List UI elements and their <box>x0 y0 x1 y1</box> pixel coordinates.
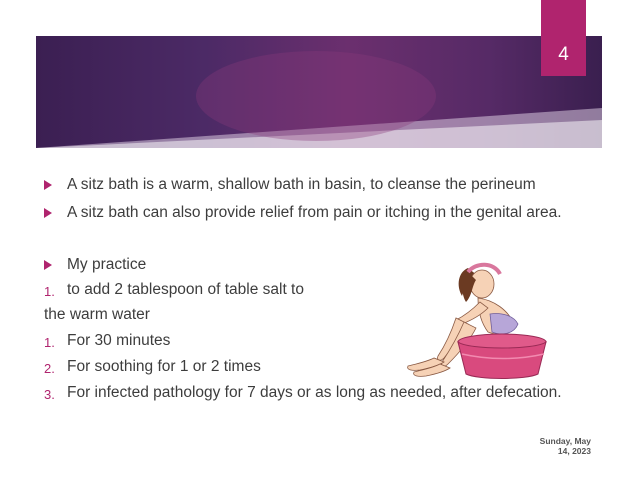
item-text: to add 2 tablespoon of table salt to <box>67 281 304 298</box>
item-number: 1. <box>44 284 55 299</box>
banner-decoration <box>36 36 602 148</box>
page-number: 4 <box>558 44 569 65</box>
continuation-text: the warm water <box>44 306 150 323</box>
item-number: 2. <box>44 361 55 376</box>
sitz-bath-illustration <box>398 258 550 380</box>
bullet-text: My practice <box>67 256 147 273</box>
item-number: 1. <box>44 335 55 350</box>
item-text: For 30 minutes <box>67 332 171 349</box>
bullet-arrow-icon <box>44 260 52 270</box>
item-text: For infected pathology for 7 days or as long as needed, after defecation. <box>67 384 562 401</box>
title-banner <box>36 36 602 148</box>
bullet-text: A sitz bath is a warm, shallow bath in basin, to cleanse the perineum <box>67 176 536 193</box>
bullet-text: A sitz bath can also provide relief from pain or itching in the genital area. <box>67 204 562 221</box>
item-number: 3. <box>44 387 55 402</box>
slide-date <box>511 436 591 456</box>
date-line-1: Sunday, May <box>539 436 591 446</box>
bullet-arrow-icon <box>44 208 52 218</box>
bullet-arrow-icon <box>44 180 52 190</box>
date-line-2: 14, 2023 <box>557 446 591 456</box>
page-number-tab <box>541 0 586 76</box>
item-text: For soothing for 1 or 2 times <box>67 358 261 375</box>
